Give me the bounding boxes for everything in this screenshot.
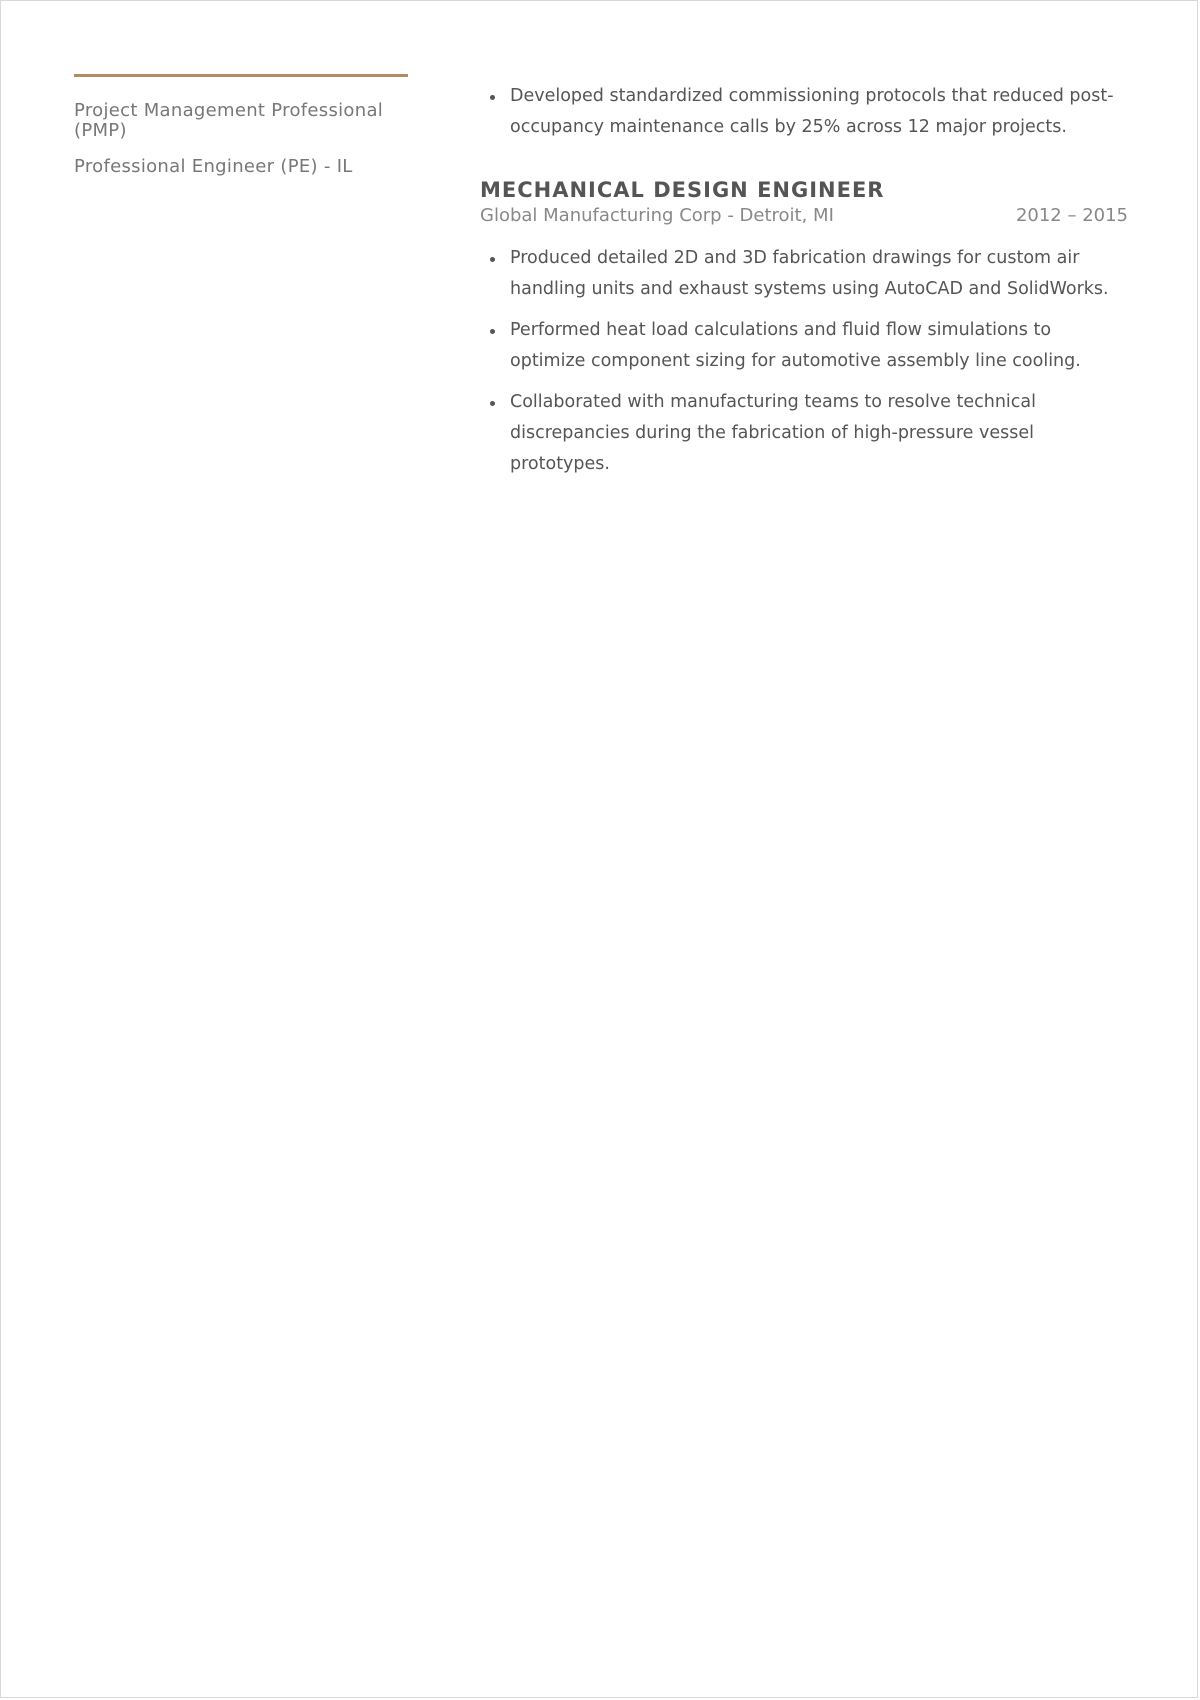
bullet-icon [490,401,495,406]
job-dates: 2012 – 2015 [1015,205,1128,226]
bullet-icon [490,95,495,100]
certification-item: Professional Engineer (PE) - IL [74,156,353,177]
bullet-text: Performed heat load calculations and fluid flow simulations to optimize component sizing for automotive assembly line cooling. [510,320,1081,371]
bullet-item [480,81,1128,143]
job-title: MECHANICAL DESIGN ENGINEER [480,178,885,202]
certification-item: Project Management Professional (PMP) [74,100,384,141]
bullet-text: Produced detailed 2D and 3D fabrication drawings for custom air handling units and exhaust systems using AutoCAD and SolidWorks. [510,248,1109,299]
bullet-item [480,243,1128,305]
bullet-icon [490,257,495,262]
bullet-text: Developed standardized commissioning protocols that reduced post-occupancy maintenance calls by 25% across 12 major projects. [510,86,1114,137]
bullet-icon [490,329,495,334]
bullet-text: Collaborated with manufacturing teams to resolve technical discrepancies during the fabrication of high-pressure vessel prototypes. [510,392,1036,474]
left-column [74,74,408,193]
bullet-item [480,387,1128,480]
right-column [480,81,1128,490]
certifications-list [74,101,408,177]
job-bullets [480,243,1128,480]
section-divider [74,74,408,77]
job-company: Global Manufacturing Corp - Detroit, MI [480,205,834,226]
job-meta [480,203,1128,229]
job-entry [480,177,1128,480]
previous-job-bullets [480,81,1128,143]
bullet-item [480,315,1128,377]
